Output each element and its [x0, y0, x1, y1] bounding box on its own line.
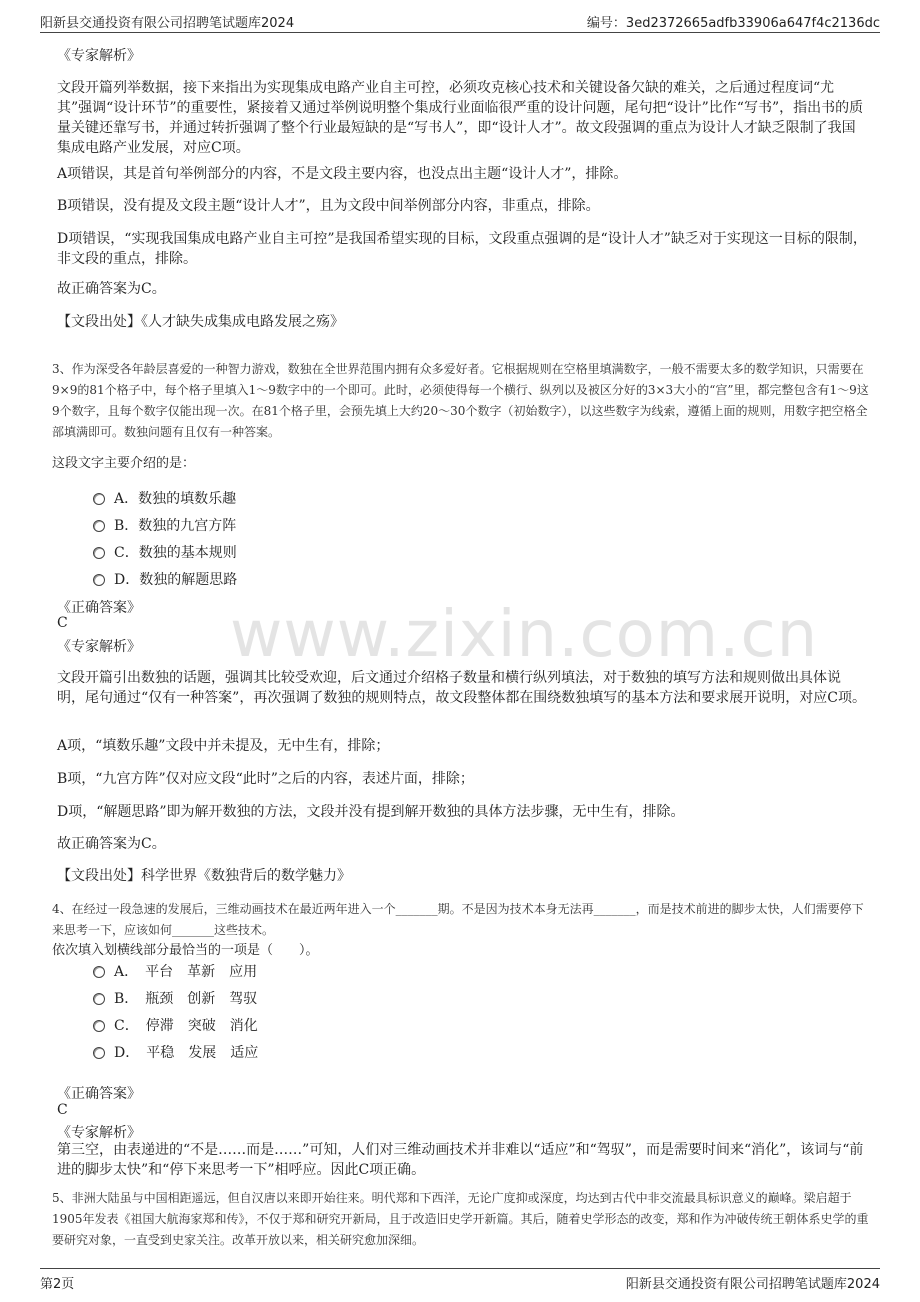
radio-icon[interactable] — [93, 993, 105, 1005]
page-header — [40, 10, 880, 33]
header-doc-title: 阳新县交通投资有限公司招聘笔试题库2024 — [40, 16, 295, 31]
source-citation: 【文段出处】科学世界《数独背后的数学魅力》 — [57, 868, 351, 884]
analysis-option-d: D项错误，“实现我国集成电路产业自主可控”是我国希望实现的目标，文段重点强调的是“设计人才”缺乏对于实现这一目标的限制，非文段的重点，排除。 — [57, 231, 867, 267]
analysis-label: 《专家解析》 — [57, 48, 141, 64]
option-c[interactable]: C．数独的基本规则 — [93, 542, 237, 562]
answer-conclusion: 故正确答案为C。 — [57, 281, 166, 297]
footer-doc-title: 阳新县交通投资有限公司招聘笔试题库2024 — [625, 1277, 880, 1292]
radio-icon[interactable] — [93, 1020, 105, 1032]
analysis-label: 《专家解析》 — [57, 1125, 141, 1141]
answer-label: 《正确答案》 — [57, 600, 141, 616]
option-b[interactable]: B． 瓶颈 创新 驾驭 — [93, 988, 257, 1008]
question-prompt: 这段文字主要介绍的是： — [52, 456, 196, 471]
radio-icon[interactable] — [93, 966, 105, 978]
answer-conclusion: 故正确答案为C。 — [57, 836, 166, 852]
question-stem: 5、非洲大陆虽与中国相距遥远，但自汉唐以来即开始往来。明代郑和下西洋，无论广度抑或深度，均达到古代中非交流最具标识意义的巅峰。梁启超于1905年发表《祖国大航海家郑和传》，不仅于郑和研究开新局，且于改造旧史学开新篇。其后，随着史学形态的改变，郑和作为冲破传统王朝体系史学的重要研究对象，一直受到史家关注。改革开放以来，相关研究愈加深细。 — [52, 1191, 869, 1247]
page-number: 第2页 — [40, 1277, 75, 1292]
page-footer — [40, 1268, 880, 1291]
radio-icon[interactable] — [93, 1047, 105, 1059]
answer-label: 《正确答案》 — [57, 1086, 141, 1102]
option-d[interactable]: D． 平稳 发展 适应 — [93, 1042, 258, 1062]
option-c[interactable]: C． 停滞 突破 消化 — [93, 1015, 258, 1035]
analysis-label: 《专家解析》 — [57, 639, 141, 655]
radio-icon[interactable] — [93, 520, 105, 532]
option-a[interactable]: A． 平台 革新 应用 — [93, 961, 257, 981]
answer-value: C — [57, 615, 68, 631]
answer-value: C — [57, 1102, 68, 1118]
analysis-text: 文段开篇引出数独的话题，强调其比较受欢迎，后文通过介绍格子数量和横行纵列填法，对于数独的填写方法和规则做出具体说明，尾句通过“仅有一种答案”，再次强调了数独的规则特点，故文段整体都在围绕数独填写的基本方法和要求展开说明，对应C项。 — [57, 670, 867, 706]
question-stem: 3、作为深受各年龄层喜爱的一种智力游戏，数独在全世界范围内拥有众多爱好者。它根据规则在空格里填满数字，一般不需要太多的数学知识，只需要在9×9的81个格子中，每个格子里填入1～9数字中的一个即可。此时，必须使得每一个横行、纵列以及被区分好的3×3大小的“宫”里，都完整包含有1～9这9个数字，且每个数字仅能出现一次。在81个格子里，会预先填上大约20～30个数字（初始数字），以这些数字为线索，遵循上面的规则，用数字把空格全部填满即可。数独问题有且仅有一种答案。 — [52, 362, 869, 439]
analysis-option-a: A项错误，其是首句举例部分的内容，不是文段主要内容，也没点出主题“设计人才”，排除。 — [57, 166, 628, 182]
option-a[interactable]: A．数独的填数乐趣 — [93, 488, 236, 508]
header-doc-id: 编号：3ed2372665adfb33906a647f4c2136dc — [586, 16, 880, 31]
watermark: www.zixin.com.cn — [230, 598, 819, 672]
option-d[interactable]: D．数独的解题思路 — [93, 569, 237, 589]
source-citation: 【文段出处】《人才缺失成集成电路发展之殇》 — [57, 314, 344, 330]
analysis-option-b: B项，“九宫方阵”仅对应文段“此时”之后的内容，表述片面，排除； — [57, 771, 474, 787]
option-b[interactable]: B．数独的九宫方阵 — [93, 515, 236, 535]
analysis-text: 文段开篇列举数据，接下来指出为实现集成电路产业自主可控，必须攻克核心技术和关键设备欠缺的难关，之后通过程度词“尤其”强调“设计环节”的重要性，紧接着又通过举例说明整个集成行业面临很严重的设计问题，尾句把“设计”比作“写书”，指出书的质量关键还靠写书，并通过转折强调了整个行业最短缺的是“写书人”，即“设计人才”。故文段强调的重点为设计人才缺乏限制了我国集成电路产业发展，对应C项。 — [57, 80, 864, 156]
analysis-option-a: A项，“填数乐趣”文段中并未提及，无中生有，排除； — [57, 738, 390, 754]
analysis-option-b: B项错误，没有提及文段主题“设计人才”，且为文段中间举例部分内容，非重点，排除。 — [57, 198, 600, 214]
analysis-text: 第三空，由表递进的“不是……而是……”可知，人们对三维动画技术并非难以“适应”和“驾驭”，而是需要时间来“消化”，该词与“前进的脚步太快”和“停下来思考一下”相呼应。因此C项正确。 — [57, 1142, 864, 1178]
question-prompt: 依次填入划横线部分最恰当的一项是（ ）。 — [52, 943, 319, 958]
radio-icon[interactable] — [93, 493, 105, 505]
radio-icon[interactable] — [93, 574, 105, 586]
radio-icon[interactable] — [93, 547, 105, 559]
question-stem: 4、在经过一段急速的发展后，三维动画技术在最近两年进入一个_______期。不是因为技术本身无法再_______，而是技术前进的脚步太快，人们需要停下来思考一下，应该如何_______这些技术。 — [52, 902, 864, 937]
analysis-option-d: D项，“解题思路”即为解开数独的方法，文段并没有提到解开数独的具体方法步骤，无中生有，排除。 — [57, 804, 685, 820]
